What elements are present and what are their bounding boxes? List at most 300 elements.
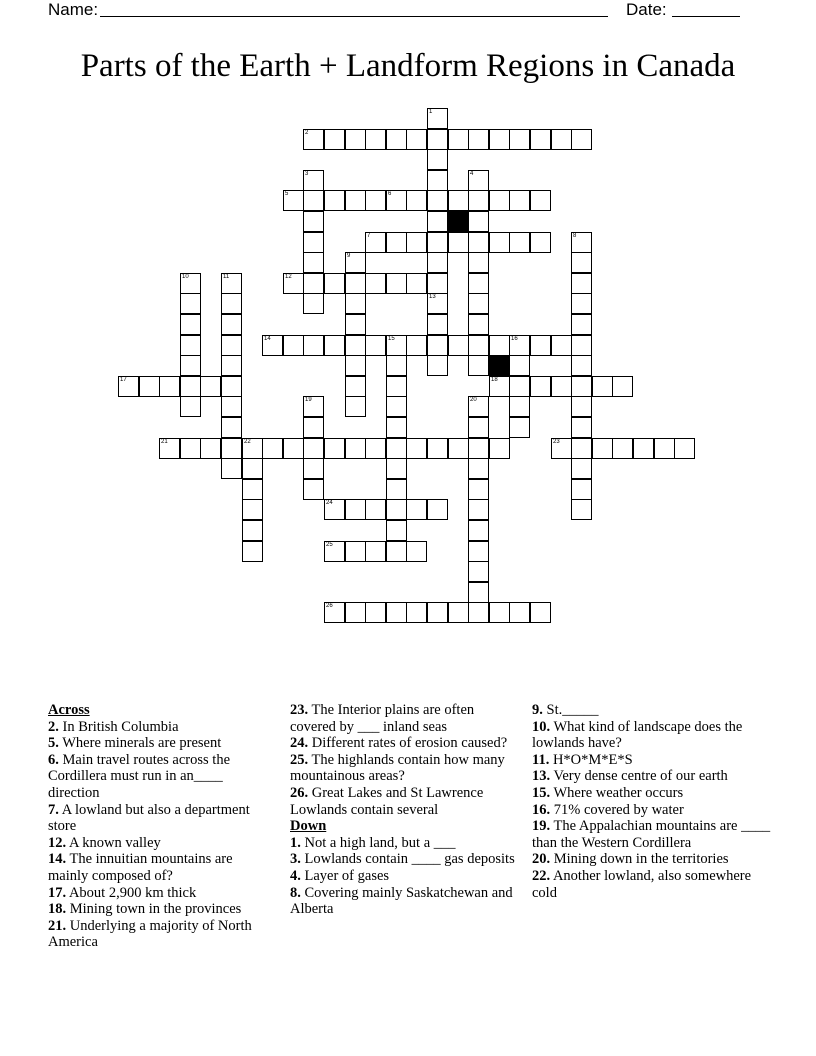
grid-cell[interactable] [221,458,242,479]
grid-cell[interactable] [530,335,551,356]
clue-text: H*O*M*E*S [549,751,633,768]
grid-cell[interactable] [571,479,592,500]
grid-cell[interactable] [386,355,407,376]
grid-cell[interactable] [303,252,324,273]
grid-cell[interactable] [159,438,180,459]
grid-cell[interactable] [283,190,304,211]
grid-cell[interactable] [571,273,592,294]
grid-cell[interactable] [303,438,324,459]
across-clue [48,802,273,835]
grid-cell[interactable] [221,273,242,294]
grid-cell[interactable] [345,602,366,623]
grid-cell[interactable] [427,252,448,273]
grid-cell[interactable] [571,438,592,459]
grid-cell[interactable] [571,293,592,314]
grid-cell[interactable] [180,293,201,314]
grid-cell[interactable] [448,335,469,356]
grid-cell[interactable] [283,273,304,294]
down-clue [532,802,772,819]
grid-cell[interactable] [118,376,139,397]
grid-cell[interactable] [551,129,572,150]
grid-cell[interactable] [427,355,448,376]
grid-cell[interactable] [386,541,407,562]
clue-number-label: 12. [48,834,67,851]
grid-cell[interactable] [571,499,592,520]
grid-cell[interactable] [386,499,407,520]
clue-text: About 2,900 km thick [66,884,197,901]
across-clue [48,901,273,918]
grid-cell[interactable] [283,335,304,356]
black-cell [489,355,510,376]
down-clue [532,752,772,769]
clue-text: Where weather occurs [550,784,684,801]
grid-cell[interactable] [489,335,510,356]
clue-number-label: 8. [290,884,301,901]
down-clue [532,719,772,752]
across-clue [290,752,520,785]
grid-cell[interactable] [345,252,366,273]
grid-cell[interactable] [345,499,366,520]
grid-cell[interactable] [159,376,180,397]
grid-cell[interactable] [468,396,489,417]
grid-cell[interactable] [262,438,283,459]
clue-number-label: 3. [290,851,301,868]
clue-text: A lowland but also a department store [48,801,250,835]
grid-cell[interactable] [200,376,221,397]
grid-cell[interactable] [571,232,592,253]
grid-cell[interactable] [345,129,366,150]
grid-cell[interactable] [262,335,283,356]
grid-cell[interactable] [551,438,572,459]
grid-cell[interactable] [221,314,242,335]
grid-cell[interactable] [468,211,489,232]
grid-cell[interactable] [674,438,695,459]
grid-cell[interactable] [468,561,489,582]
grid-cell[interactable] [221,417,242,438]
clues-column-2 [290,702,520,918]
grid-cell[interactable] [303,458,324,479]
grid-cell[interactable] [303,211,324,232]
grid-cell[interactable] [654,438,675,459]
clue-number-label: 16. [532,801,551,818]
clue-number-label: 13. [532,768,551,785]
clue-text: Another lowland, also somewhere cold [532,867,752,901]
clue-number-label: 26. [290,784,309,801]
grid-cell[interactable] [365,129,386,150]
grid-cell[interactable] [468,417,489,438]
clue-text: Different rates of erosion caused? [308,735,508,752]
grid-cell[interactable] [406,438,427,459]
across-clue [48,885,273,902]
grid-cell[interactable] [427,170,448,191]
grid-cell[interactable] [427,273,448,294]
clue-number: 4 [470,171,474,177]
clue-number-label: 11. [532,751,550,768]
grid-cell[interactable] [509,129,530,150]
clue-number: 24 [326,500,333,506]
grid-cell[interactable] [386,417,407,438]
grid-cell[interactable] [345,273,366,294]
grid-cell[interactable] [427,129,448,150]
grid-cell[interactable] [406,190,427,211]
clue-number: 11 [223,274,230,280]
grid-cell[interactable] [345,335,366,356]
grid-cell[interactable] [406,129,427,150]
grid-cell[interactable] [571,252,592,273]
clue-text: The innuitian mountains are mainly composed of? [48,851,233,884]
grid-cell[interactable] [242,499,263,520]
grid-cell[interactable] [571,129,592,150]
grid-cell[interactable] [221,396,242,417]
grid-cell[interactable] [468,293,489,314]
down-clue [532,768,772,785]
grid-cell[interactable] [468,314,489,335]
grid-cell[interactable] [365,273,386,294]
grid-cell[interactable] [427,232,448,253]
grid-cell[interactable] [509,190,530,211]
grid-cell[interactable] [365,232,386,253]
grid-cell[interactable] [365,190,386,211]
grid-cell[interactable] [509,417,530,438]
grid-cell[interactable] [303,170,324,191]
clue-number-label: 24. [290,735,309,752]
grid-cell[interactable] [406,273,427,294]
grid-cell[interactable] [365,335,386,356]
clue-text: A known valley [66,834,161,851]
clue-text: Not a high land, but a ___ [300,834,456,851]
grid-cell[interactable] [303,396,324,417]
clue-list-d [532,702,772,901]
clue-number: 13 [429,294,436,300]
grid-cell[interactable] [345,541,366,562]
grid-cell[interactable] [468,582,489,603]
clue-number-label: 5. [48,735,59,752]
grid-cell[interactable] [489,376,510,397]
clue-number-label: 10. [532,718,551,735]
across-clue [48,835,273,852]
clues-column-3 [532,702,772,901]
grid-cell[interactable] [365,602,386,623]
grid-cell[interactable] [324,499,345,520]
grid-cell[interactable] [180,273,201,294]
grid-cell[interactable] [221,293,242,314]
grid-cell[interactable] [303,335,324,356]
grid-cell[interactable] [427,602,448,623]
grid-cell[interactable] [386,190,407,211]
clue-number-label: 17. [48,884,67,901]
clue-number-label: 21. [48,917,67,934]
grid-cell[interactable] [612,438,633,459]
clue-text: Covering mainly Saskatchewan and Alberta [290,884,513,918]
grid-cell[interactable] [345,376,366,397]
grid-cell[interactable] [324,190,345,211]
name-label: Name: [48,0,99,19]
grid-cell[interactable] [468,479,489,500]
clue-number-label: 19. [532,818,551,835]
grid-cell[interactable] [448,438,469,459]
grid-cell[interactable] [365,438,386,459]
clue-number: 15 [388,336,395,342]
grid-cell[interactable] [303,479,324,500]
grid-cell[interactable] [427,293,448,314]
clue-text: Very dense centre of our earth [550,768,728,785]
clue-number: 16 [511,336,518,342]
across-clue [48,719,273,736]
clue-number-label: 7. [48,801,59,818]
grid-cell[interactable] [180,396,201,417]
grid-cell[interactable] [345,355,366,376]
clue-number: 23 [553,439,560,445]
across-clue [48,735,273,752]
grid-cell[interactable] [345,314,366,335]
clue-number-label: 25. [290,751,309,768]
clue-number: 26 [326,603,333,609]
grid-cell[interactable] [200,438,221,459]
grid-cell[interactable] [283,438,304,459]
grid-cell[interactable] [530,376,551,397]
grid-cell[interactable] [427,314,448,335]
grid-cell[interactable] [221,438,242,459]
grid-cell[interactable] [468,458,489,479]
down-clue [532,868,772,901]
grid-cell[interactable] [427,335,448,356]
grid-cell[interactable] [448,129,469,150]
grid-cell[interactable] [468,541,489,562]
grid-cell[interactable] [386,520,407,541]
across-clue [290,702,520,735]
clue-number: 12 [285,274,292,280]
grid-cell[interactable] [571,314,592,335]
grid-cell[interactable] [427,499,448,520]
grid-cell[interactable] [612,376,633,397]
grid-cell[interactable] [139,376,160,397]
clue-text: Lowlands contain ____ gas deposits [300,851,515,868]
grid-cell[interactable] [303,232,324,253]
clue-number: 25 [326,542,333,548]
clue-number-label: 23. [290,702,309,718]
grid-cell[interactable] [180,335,201,356]
grid-cell[interactable] [345,438,366,459]
grid-cell[interactable] [509,355,530,376]
grid-cell[interactable] [468,190,489,211]
grid-cell[interactable] [633,438,654,459]
clue-text: Mining town in the provinces [66,901,242,918]
clue-number-label: 18. [48,901,67,918]
grid-cell[interactable] [468,252,489,273]
clue-number-label: 2. [48,718,59,735]
clue-number: 14 [264,336,271,342]
grid-cell[interactable] [345,190,366,211]
grid-cell[interactable] [489,438,510,459]
across-clue [48,752,273,802]
clue-list-c [290,835,520,918]
grid-cell[interactable] [551,335,572,356]
grid-cell[interactable] [489,232,510,253]
grid-cell[interactable] [489,190,510,211]
clue-text: Great Lakes and St Lawrence Lowlands contain several [290,784,484,818]
grid-cell[interactable] [365,541,386,562]
down-clue [532,785,772,802]
grid-cell[interactable] [303,273,324,294]
clue-text: Mining down in the territories [550,851,729,868]
clue-number: 9 [347,253,351,259]
grid-cell[interactable] [468,335,489,356]
grid-cell[interactable] [468,438,489,459]
grid-cell[interactable] [406,232,427,253]
grid-cell[interactable] [303,417,324,438]
grid-cell[interactable] [242,520,263,541]
grid-cell[interactable] [406,335,427,356]
clue-number-label: 9. [532,702,543,718]
across-clue [48,851,273,884]
grid-cell[interactable] [571,335,592,356]
clue-text: St._____ [542,702,599,718]
down-heading: Down [290,818,327,835]
grid-cell[interactable] [571,396,592,417]
grid-cell[interactable] [530,232,551,253]
grid-cell[interactable] [242,458,263,479]
grid-cell[interactable] [427,149,448,170]
grid-cell[interactable] [324,438,345,459]
grid-cell[interactable] [365,499,386,520]
grid-cell[interactable] [386,602,407,623]
clue-text: 71% covered by water [550,801,684,818]
grid-cell[interactable] [530,190,551,211]
grid-cell[interactable] [592,376,613,397]
grid-cell[interactable] [406,541,427,562]
grid-cell[interactable] [592,438,613,459]
grid-cell[interactable] [324,335,345,356]
grid-cell[interactable] [180,438,201,459]
grid-cell[interactable] [571,458,592,479]
grid-cell[interactable] [386,232,407,253]
grid-cell[interactable] [509,396,530,417]
clue-text: The Appalachian mountains are ____ than the Western Cordillera [532,818,771,851]
clue-number-label: 20. [532,851,551,868]
grid-cell[interactable] [427,190,448,211]
clue-number: 7 [367,233,371,239]
grid-cell[interactable] [386,479,407,500]
grid-cell[interactable] [242,479,263,500]
grid-cell[interactable] [221,376,242,397]
grid-cell[interactable] [571,376,592,397]
clue-number: 5 [285,191,289,197]
grid-cell[interactable] [468,232,489,253]
grid-cell[interactable] [427,438,448,459]
grid-cell[interactable] [468,602,489,623]
clue-number-label: 15. [532,784,551,801]
grid-cell[interactable] [551,376,572,397]
clue-number: 21 [161,439,168,445]
grid-cell[interactable] [180,314,201,335]
page-title: Parts of the Earth + Landform Regions in Canada [80,48,736,84]
clue-number: 10 [182,274,189,280]
grid-cell[interactable] [509,376,530,397]
date-label: Date: [626,0,667,19]
grid-cell[interactable] [386,376,407,397]
grid-cell[interactable] [386,129,407,150]
grid-cell[interactable] [303,190,324,211]
clue-number-label: 22. [532,867,551,884]
grid-cell[interactable] [571,355,592,376]
clue-number-label: 14. [48,851,67,868]
clue-list-a [48,719,273,951]
grid-cell[interactable] [468,355,489,376]
grid-cell[interactable] [427,211,448,232]
grid-cell[interactable] [386,438,407,459]
grid-cell[interactable] [324,541,345,562]
grid-cell[interactable] [468,520,489,541]
grid-cell[interactable] [180,376,201,397]
clue-number: 19 [305,397,312,403]
black-cell [448,211,469,232]
grid-cell[interactable] [468,170,489,191]
down-clue [290,868,520,885]
grid-cell[interactable] [386,458,407,479]
grid-cell[interactable] [386,273,407,294]
grid-cell[interactable] [303,129,324,150]
grid-cell[interactable] [448,190,469,211]
grid-cell[interactable] [406,499,427,520]
grid-cell[interactable] [509,602,530,623]
grid-cell[interactable] [324,602,345,623]
grid-cell[interactable] [180,355,201,376]
clue-number: 20 [470,397,477,403]
down-clue [532,818,772,851]
grid-cell[interactable] [345,396,366,417]
clue-text: The Interior plains are often covered by ___ inland seas [290,702,475,735]
grid-cell[interactable] [489,602,510,623]
grid-cell[interactable] [242,438,263,459]
clue-number: 1 [429,109,433,115]
grid-cell[interactable] [386,396,407,417]
grid-cell[interactable] [530,129,551,150]
grid-cell[interactable] [427,108,448,129]
clue-text: Where minerals are present [58,735,222,752]
clue-list-b [290,702,520,818]
clues-column-1 [48,702,273,951]
grid-cell[interactable] [448,232,469,253]
clue-number-label: 1. [290,834,301,851]
grid-cell[interactable] [406,602,427,623]
grid-cell[interactable] [468,273,489,294]
grid-cell[interactable] [324,129,345,150]
grid-cell[interactable] [489,129,510,150]
grid-cell[interactable] [448,602,469,623]
grid-cell[interactable] [468,129,489,150]
clue-number: 22 [244,439,251,445]
down-clue [532,851,772,868]
grid-cell[interactable] [509,335,530,356]
clue-text: Underlying a majority of North America [48,917,252,951]
across-clue [48,918,273,951]
grid-cell[interactable] [221,355,242,376]
grid-cell[interactable] [509,232,530,253]
grid-cell[interactable] [530,602,551,623]
grid-cell[interactable] [468,499,489,520]
grid-cell[interactable] [386,335,407,356]
grid-cell[interactable] [345,293,366,314]
grid-cell[interactable] [571,417,592,438]
clue-text: In British Columbia [58,718,179,735]
across-clue [290,785,520,818]
across-heading: Across [48,702,90,718]
grid-cell[interactable] [324,273,345,294]
grid-cell[interactable] [242,541,263,562]
grid-cell[interactable] [221,335,242,356]
clue-text: What kind of landscape does the lowlands have? [532,718,743,752]
grid-cell[interactable] [303,293,324,314]
